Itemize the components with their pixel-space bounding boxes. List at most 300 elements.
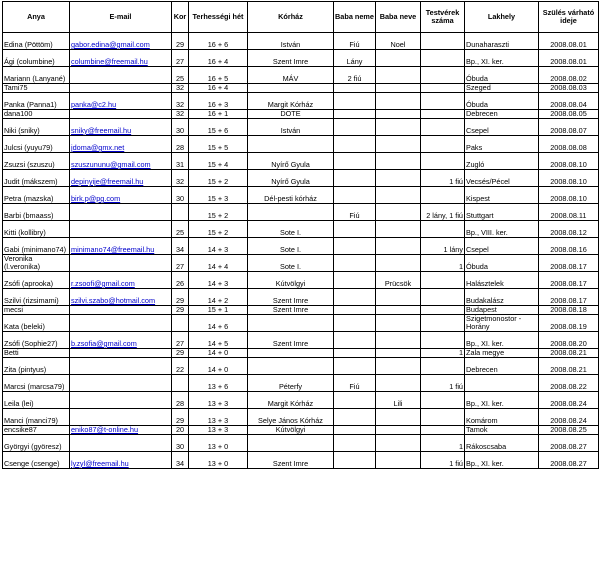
email-link: [70, 221, 172, 238]
cell-szules-ideje: 2008.08.21: [539, 349, 599, 358]
cell-lakhely: Kispest: [465, 187, 539, 204]
header-baba-neve: Baba neve: [376, 2, 421, 33]
cell-testverek-szama: 1 fiú: [421, 170, 465, 187]
cell-kor: 29: [172, 349, 189, 358]
email-link: [70, 375, 172, 392]
email-link: [70, 84, 172, 93]
cell-anya: dana100: [3, 110, 70, 119]
cell-baba-neve: [376, 315, 421, 332]
cell-terhessegi-het: 13 + 3: [189, 409, 248, 426]
email-link: [70, 315, 172, 332]
cell-kor: [172, 204, 189, 221]
cell-baba-neme: [334, 435, 376, 452]
cell-lakhely: Óbuda: [465, 255, 539, 272]
cell-baba-neme: [334, 153, 376, 170]
email-link[interactable]: eniko87@t-online.hu: [70, 426, 172, 435]
email-link: [70, 358, 172, 375]
cell-korhaz: Szent Imre: [248, 50, 334, 67]
cell-baba-neve: [376, 289, 421, 306]
cell-terhessegi-het: 15 + 4: [189, 153, 248, 170]
table-row: [3, 409, 599, 426]
cell-szules-ideje: 2008.08.02: [539, 67, 599, 84]
cell-anya: Manci (manci79): [3, 409, 70, 426]
cell-testverek-szama: 1 fiú: [421, 375, 465, 392]
cell-baba-neme: [334, 221, 376, 238]
cell-terhessegi-het: 16 + 6: [189, 33, 248, 50]
cell-korhaz: DOTE: [248, 110, 334, 119]
cell-terhessegi-het: 13 + 0: [189, 435, 248, 452]
cell-anya: Kitti (kollibry): [3, 221, 70, 238]
table-body: [3, 33, 599, 469]
cell-baba-neve: [376, 332, 421, 349]
cell-szules-ideje: 2008.08.03: [539, 84, 599, 93]
cell-kor: 27: [172, 332, 189, 349]
header-baba-neme: Baba neme: [334, 2, 376, 33]
cell-szules-ideje: 2008.08.10: [539, 153, 599, 170]
cell-korhaz: [248, 84, 334, 93]
cell-kor: 30: [172, 435, 189, 452]
cell-szules-ideje: 2008.08.16: [539, 238, 599, 255]
cell-terhessegi-het: 16 + 5: [189, 67, 248, 84]
cell-baba-neme: [334, 84, 376, 93]
email-link[interactable]: sniky@freemail.hu: [70, 119, 172, 136]
cell-anya: Ági (columbine): [3, 50, 70, 67]
cell-kor: 32: [172, 84, 189, 93]
cell-baba-neve: Noel: [376, 33, 421, 50]
cell-terhessegi-het: 16 + 4: [189, 84, 248, 93]
cell-korhaz: Szent Imre: [248, 332, 334, 349]
cell-baba-neve: [376, 170, 421, 187]
cell-baba-neve: [376, 93, 421, 110]
header-lakhely: Lakhely: [465, 2, 539, 33]
table-row: [3, 153, 599, 170]
cell-korhaz: István: [248, 33, 334, 50]
cell-lakhely: Óbuda: [465, 93, 539, 110]
cell-baba-neme: [334, 93, 376, 110]
cell-testverek-szama: [421, 93, 465, 110]
table-row: [3, 358, 599, 375]
cell-testverek-szama: [421, 289, 465, 306]
cell-szules-ideje: 2008.08.24: [539, 409, 599, 426]
cell-baba-neve: [376, 221, 421, 238]
header-terhessegi-het: Terhességi hét: [189, 2, 248, 33]
cell-baba-neve: [376, 84, 421, 93]
table-row: [3, 93, 599, 110]
cell-kor: 22: [172, 358, 189, 375]
cell-kor: 32: [172, 110, 189, 119]
cell-testverek-szama: [421, 392, 465, 409]
cell-szules-ideje: 2008.08.18: [539, 306, 599, 315]
cell-lakhely: Bp., XI. ker.: [465, 392, 539, 409]
cell-szules-ideje: 2008.08.01: [539, 50, 599, 67]
table-row: [3, 170, 599, 187]
table-row: [3, 33, 599, 50]
cell-lakhely: Stuttgart: [465, 204, 539, 221]
header-testverek-szama: Testvérek száma: [421, 2, 465, 33]
email-link[interactable]: minimano74@freemail.hu: [70, 238, 172, 255]
cell-kor: 30: [172, 119, 189, 136]
cell-anya: Zsófi (Sophie27): [3, 332, 70, 349]
email-link[interactable]: columbine@freemail.hu: [70, 50, 172, 67]
cell-lakhely: Bp., VIII. ker.: [465, 221, 539, 238]
cell-korhaz: Péterfy: [248, 375, 334, 392]
cell-lakhely: Rákoscsaba: [465, 435, 539, 452]
cell-lakhely: Óbuda: [465, 67, 539, 84]
cell-baba-neme: [334, 315, 376, 332]
cell-anya: Veronika (l.veronika): [3, 255, 70, 272]
cell-baba-neve: [376, 349, 421, 358]
cell-kor: 28: [172, 136, 189, 153]
email-link[interactable]: gabor.edina@gmail.com: [70, 33, 172, 50]
cell-anya: Niki (sniky): [3, 119, 70, 136]
email-link[interactable]: panka@c2.hu: [70, 93, 172, 110]
email-link: [70, 409, 172, 426]
table-row: [3, 187, 599, 204]
cell-terhessegi-het: 15 + 2: [189, 170, 248, 187]
cell-terhessegi-het: 16 + 3: [189, 93, 248, 110]
table-row: [3, 435, 599, 452]
cell-terhessegi-het: 16 + 4: [189, 50, 248, 67]
cell-anya: Barbi (bmaass): [3, 204, 70, 221]
cell-testverek-szama: [421, 221, 465, 238]
cell-anya: encsike87: [3, 426, 70, 435]
email-link[interactable]: lyzyl@freemail.hu: [70, 452, 172, 469]
cell-korhaz: Szent Imre: [248, 452, 334, 469]
cell-baba-neve: [376, 238, 421, 255]
cell-anya: Betti: [3, 349, 70, 358]
cell-korhaz: [248, 315, 334, 332]
cell-baba-neve: Prücsök: [376, 272, 421, 289]
cell-lakhely: Dunaharaszti: [465, 33, 539, 50]
cell-terhessegi-het: 15 + 3: [189, 187, 248, 204]
cell-baba-neme: [334, 426, 376, 435]
cell-lakhely: Csepel: [465, 238, 539, 255]
email-link: [70, 255, 172, 272]
cell-baba-neme: [334, 136, 376, 153]
cell-testverek-szama: [421, 272, 465, 289]
cell-terhessegi-het: 15 + 5: [189, 136, 248, 153]
cell-kor: 32: [172, 93, 189, 110]
cell-anya: Edina (Pöttöm): [3, 33, 70, 50]
cell-terhessegi-het: 15 + 2: [189, 221, 248, 238]
table-row: [3, 272, 599, 289]
cell-korhaz: Kútvölgyi: [248, 272, 334, 289]
cell-kor: 30: [172, 187, 189, 204]
cell-kor: 29: [172, 289, 189, 306]
cell-testverek-szama: [421, 315, 465, 332]
cell-baba-neme: [334, 306, 376, 315]
table-header: [3, 2, 599, 33]
cell-anya: Zsófi (aprooka): [3, 272, 70, 289]
cell-korhaz: Nyírő Gyula: [248, 153, 334, 170]
cell-baba-neme: [334, 289, 376, 306]
cell-lakhely: Debrecen: [465, 110, 539, 119]
email-link[interactable]: jdoma@gmx.net: [70, 136, 172, 153]
cell-baba-neve: [376, 67, 421, 84]
cell-korhaz: Nyírő Gyula: [248, 170, 334, 187]
table-row: [3, 392, 599, 409]
cell-szules-ideje: 2008.08.27: [539, 452, 599, 469]
cell-baba-neme: [334, 452, 376, 469]
table-row: [3, 110, 599, 119]
cell-kor: 27: [172, 255, 189, 272]
cell-baba-neme: [334, 255, 376, 272]
cell-testverek-szama: 1 fiú: [421, 452, 465, 469]
cell-testverek-szama: [421, 50, 465, 67]
cell-baba-neve: [376, 452, 421, 469]
cell-anya: Csenge (csenge): [3, 452, 70, 469]
cell-terhessegi-het: 15 + 6: [189, 119, 248, 136]
cell-baba-neve: [376, 187, 421, 204]
cell-lakhely: Bp., XI. ker.: [465, 50, 539, 67]
cell-anya: Györgyi (györesz): [3, 435, 70, 452]
cell-kor: 32: [172, 170, 189, 187]
cell-testverek-szama: [421, 136, 465, 153]
cell-anya: Kata (beleki): [3, 315, 70, 332]
table-row: [3, 255, 599, 272]
email-link: [70, 435, 172, 452]
cell-terhessegi-het: 13 + 3: [189, 426, 248, 435]
cell-anya: Mariann (Lanyané): [3, 67, 70, 84]
cell-testverek-szama: [421, 409, 465, 426]
cell-anya: mecsi: [3, 306, 70, 315]
email-link[interactable]: birk.p@pg.com: [70, 187, 172, 204]
cell-kor: 25: [172, 67, 189, 84]
cell-testverek-szama: [421, 358, 465, 375]
cell-korhaz: [248, 358, 334, 375]
cell-baba-neme: [334, 238, 376, 255]
cell-szules-ideje: 2008.08.17: [539, 255, 599, 272]
cell-szules-ideje: 2008.08.05: [539, 110, 599, 119]
cell-lakhely: Szeged: [465, 84, 539, 93]
cell-anya: Gabi (minimano74): [3, 238, 70, 255]
cell-terhessegi-het: 15 + 2: [189, 204, 248, 221]
cell-kor: 26: [172, 272, 189, 289]
cell-baba-neve: [376, 136, 421, 153]
cell-szules-ideje: 2008.08.17: [539, 272, 599, 289]
cell-testverek-szama: [421, 187, 465, 204]
cell-anya: Petra (mazska): [3, 187, 70, 204]
cell-baba-neve: [376, 358, 421, 375]
table-row: [3, 84, 599, 93]
cell-korhaz: Margit Kórház: [248, 93, 334, 110]
cell-lakhely: Halásztelek: [465, 272, 539, 289]
cell-szules-ideje: 2008.08.10: [539, 187, 599, 204]
email-link: [70, 306, 172, 315]
cell-korhaz: Szent Imre: [248, 306, 334, 315]
cell-baba-neme: Fiú: [334, 33, 376, 50]
header-anya: Anya: [3, 2, 70, 33]
cell-baba-neve: [376, 435, 421, 452]
email-link[interactable]: szilvi.szabo@hotmail.com: [70, 289, 172, 306]
email-link: [70, 349, 172, 358]
cell-baba-neme: [334, 170, 376, 187]
cell-baba-neme: [334, 110, 376, 119]
cell-terhessegi-het: 14 + 4: [189, 255, 248, 272]
cell-kor: [172, 375, 189, 392]
cell-korhaz: Dél-pesti kórház: [248, 187, 334, 204]
cell-terhessegi-het: 14 + 3: [189, 238, 248, 255]
cell-testverek-szama: [421, 332, 465, 349]
cell-anya: Zsuzsi (szuszu): [3, 153, 70, 170]
cell-kor: 27: [172, 50, 189, 67]
cell-terhessegi-het: 14 + 5: [189, 332, 248, 349]
cell-anya: Panka (Panna1): [3, 93, 70, 110]
cell-testverek-szama: [421, 119, 465, 136]
cell-szules-ideje: 2008.08.19: [539, 315, 599, 332]
email-link[interactable]: b.zsofia@gmail.com: [70, 332, 172, 349]
cell-lakhely: Szigetmonostor - Horány: [465, 315, 539, 332]
cell-testverek-szama: [421, 426, 465, 435]
cell-testverek-szama: 2 lány, 1 fiú: [421, 204, 465, 221]
cell-anya: Tami75: [3, 84, 70, 93]
email-link[interactable]: szuszununu@gmail.com: [70, 153, 172, 170]
cell-korhaz: Szent Imre: [248, 289, 334, 306]
cell-szules-ideje: 2008.08.10: [539, 170, 599, 187]
cell-korhaz: MÁV: [248, 67, 334, 84]
table-row: [3, 332, 599, 349]
cell-kor: 29: [172, 409, 189, 426]
cell-kor: 28: [172, 392, 189, 409]
cell-testverek-szama: [421, 33, 465, 50]
cell-lakhely: Bp., XI. ker.: [465, 332, 539, 349]
cell-szules-ideje: 2008.08.21: [539, 358, 599, 375]
cell-baba-neve: [376, 375, 421, 392]
table-row: [3, 204, 599, 221]
cell-terhessegi-het: 14 + 3: [189, 272, 248, 289]
cell-baba-neve: [376, 306, 421, 315]
cell-szules-ideje: 2008.08.12: [539, 221, 599, 238]
cell-lakhely: Zala megye: [465, 349, 539, 358]
cell-korhaz: [248, 136, 334, 153]
cell-terhessegi-het: 13 + 0: [189, 452, 248, 469]
cell-baba-neve: [376, 409, 421, 426]
cell-baba-neve: [376, 153, 421, 170]
email-link: [70, 204, 172, 221]
cell-kor: 25: [172, 221, 189, 238]
cell-baba-neve: [376, 110, 421, 119]
cell-anya: Julcsi (yuyu79): [3, 136, 70, 153]
cell-baba-neve: Lili: [376, 392, 421, 409]
cell-baba-neme: [334, 392, 376, 409]
cell-lakhely: Komárom: [465, 409, 539, 426]
cell-baba-neme: [334, 119, 376, 136]
cell-anya: Leila (lei): [3, 392, 70, 409]
cell-testverek-szama: [421, 153, 465, 170]
cell-baba-neme: [334, 332, 376, 349]
email-link: [70, 110, 172, 119]
cell-baba-neme: 2 fiú: [334, 67, 376, 84]
cell-baba-neme: Lány: [334, 50, 376, 67]
cell-testverek-szama: 1 lány: [421, 238, 465, 255]
cell-kor: 34: [172, 238, 189, 255]
cell-szules-ideje: 2008.08.01: [539, 33, 599, 50]
cell-szules-ideje: 2008.08.24: [539, 392, 599, 409]
cell-baba-neme: [334, 349, 376, 358]
cell-anya: Szilvi (rizsimami): [3, 289, 70, 306]
cell-terhessegi-het: 14 + 0: [189, 349, 248, 358]
cell-szules-ideje: 2008.08.20: [539, 332, 599, 349]
cell-kor: 31: [172, 153, 189, 170]
cell-lakhely: Budakalász: [465, 289, 539, 306]
cell-lakhely: Vecsés/Pécel: [465, 170, 539, 187]
cell-testverek-szama: [421, 67, 465, 84]
cell-terhessegi-het: 14 + 2: [189, 289, 248, 306]
cell-baba-neme: [334, 187, 376, 204]
cell-kor: 29: [172, 306, 189, 315]
cell-korhaz: Sote I.: [248, 238, 334, 255]
cell-szules-ideje: 2008.08.08: [539, 136, 599, 153]
cell-baba-neve: [376, 255, 421, 272]
cell-terhessegi-het: 14 + 6: [189, 315, 248, 332]
cell-kor: 20: [172, 426, 189, 435]
table-row: [3, 136, 599, 153]
cell-korhaz: Sote I.: [248, 221, 334, 238]
cell-kor: 29: [172, 33, 189, 50]
cell-testverek-szama: 1: [421, 349, 465, 358]
cell-baba-neme: Fiú: [334, 204, 376, 221]
cell-szules-ideje: 2008.08.22: [539, 375, 599, 392]
cell-szules-ideje: 2008.08.17: [539, 289, 599, 306]
cell-testverek-szama: [421, 110, 465, 119]
cell-anya: Zita (pintyus): [3, 358, 70, 375]
cell-korhaz: [248, 204, 334, 221]
cell-korhaz: Kútvölgyi: [248, 426, 334, 435]
cell-szules-ideje: 2008.08.11: [539, 204, 599, 221]
table-row: [3, 426, 599, 435]
due-date-table: [2, 1, 599, 469]
cell-korhaz: Selye János Kórház: [248, 409, 334, 426]
table-row: [3, 50, 599, 67]
cell-korhaz: Sote I.: [248, 255, 334, 272]
cell-testverek-szama: [421, 84, 465, 93]
cell-terhessegi-het: 15 + 1: [189, 306, 248, 315]
header-email: E-mail: [70, 2, 172, 33]
table-row: [3, 306, 599, 315]
table-row: [3, 452, 599, 469]
table-row: [3, 221, 599, 238]
cell-szules-ideje: 2008.08.25: [539, 426, 599, 435]
cell-terhessegi-het: 14 + 0: [189, 358, 248, 375]
email-link[interactable]: depinyije@freemail.hu: [70, 170, 172, 187]
cell-lakhely: [465, 375, 539, 392]
email-link[interactable]: r.zsoofi@gmail.com: [70, 272, 172, 289]
header-korhaz: Kórház: [248, 2, 334, 33]
cell-baba-neve: [376, 119, 421, 136]
cell-baba-neve: [376, 426, 421, 435]
cell-anya: Marcsi (marcsa79): [3, 375, 70, 392]
cell-terhessegi-het: 13 + 3: [189, 392, 248, 409]
cell-anya: Judit (mákszem): [3, 170, 70, 187]
cell-lakhely: Bp., XI. ker.: [465, 452, 539, 469]
cell-baba-neve: [376, 204, 421, 221]
cell-szules-ideje: 2008.08.07: [539, 119, 599, 136]
cell-baba-neme: Fiú: [334, 375, 376, 392]
cell-testverek-szama: 1: [421, 255, 465, 272]
cell-lakhely: Budapest: [465, 306, 539, 315]
cell-kor: [172, 315, 189, 332]
table-row: [3, 375, 599, 392]
cell-kor: 34: [172, 452, 189, 469]
cell-szules-ideje: 2008.08.27: [539, 435, 599, 452]
table-row: [3, 119, 599, 136]
cell-korhaz: [248, 435, 334, 452]
cell-korhaz: István: [248, 119, 334, 136]
table-row: [3, 349, 599, 358]
cell-baba-neme: [334, 358, 376, 375]
cell-baba-neme: [334, 272, 376, 289]
cell-szules-ideje: 2008.08.04: [539, 93, 599, 110]
